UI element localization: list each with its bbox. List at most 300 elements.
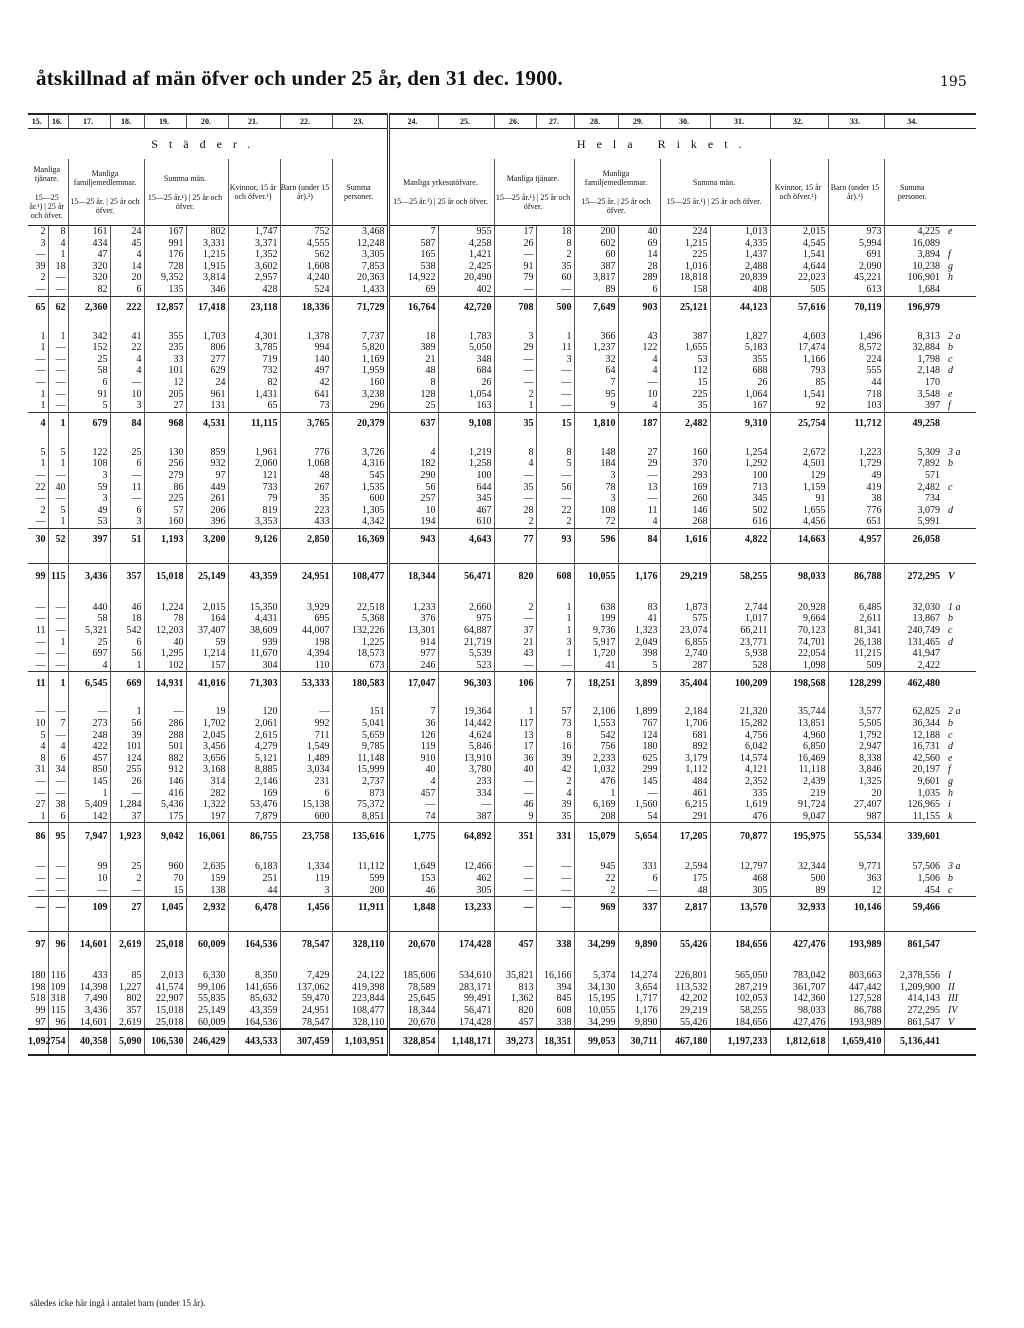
table-cell: 608 [536, 1005, 574, 1017]
header-kvinnor: Kvinnor, 15 år och öfver.¹) [228, 159, 280, 226]
table-cell: 2,817 [660, 897, 710, 920]
table-cell: 22,907 [144, 993, 186, 1005]
row-label: e [948, 226, 953, 237]
table-cell: — [438, 799, 494, 811]
row-label: k [948, 810, 953, 822]
table-cell: 641 [280, 389, 332, 401]
table-cell: 397 [925, 400, 940, 412]
header-riket-kvinnor: Kvinnor, 15 år och öfver.¹) [770, 159, 828, 226]
table-cell: 11,115 [228, 412, 280, 435]
table-cell: 46 [110, 602, 144, 614]
table-cell: 223 [280, 505, 332, 517]
table-cell: 2 [536, 249, 574, 261]
table-cell: 2,106 [574, 706, 618, 718]
table-cell: 56,471 [438, 1005, 494, 1017]
table-cell: 69 [388, 284, 438, 296]
table-cell: 20,670 [388, 932, 438, 959]
table-cell: 78 [144, 613, 186, 625]
table-row [28, 249, 976, 261]
table-cell: 1,541 [770, 249, 828, 261]
table-cell: 427,476 [770, 932, 828, 959]
table-cell: 11 [110, 482, 144, 494]
table-cell: 146 [144, 776, 186, 788]
table-cell: 11,148 [332, 753, 388, 765]
table-cell: 1,237 [574, 342, 618, 354]
table-cell: 169 [660, 482, 710, 494]
table-cell: 39 [28, 261, 48, 273]
row-label: I [948, 970, 952, 982]
table-cell: 18,344 [388, 563, 438, 590]
table-cell: 12 [828, 885, 884, 897]
table-cell: 145 [68, 776, 110, 788]
table-cell: 246,429 [186, 1029, 228, 1055]
table-cell: 5,321 [68, 625, 110, 637]
table-cell: 108 [574, 505, 618, 517]
table-cell: 288 [144, 730, 186, 742]
table-cell: 9,785 [332, 741, 388, 753]
table-cell: 18,344 [388, 1005, 438, 1017]
table-cell: 15 [660, 377, 710, 389]
table-cell: 7,649 [574, 296, 618, 319]
table-cell: 170 [925, 376, 940, 388]
table-cell: — [28, 354, 48, 366]
table-cell: 2,744 [710, 602, 770, 614]
table-cell: 17 [494, 741, 536, 753]
table-cell: 1,616 [660, 528, 710, 551]
table-cell: 255 [110, 764, 144, 776]
table-cell: 159 [186, 873, 228, 885]
table-cell: 820 [494, 563, 536, 590]
table-cell: 806 [186, 342, 228, 354]
table-cell: 15,079 [574, 823, 618, 850]
table-cell: 1,431 [228, 389, 280, 401]
table-cell: 644 [438, 482, 494, 494]
table-cell: 36,344 [912, 718, 940, 730]
table-cell: 38 [828, 493, 884, 505]
table-cell: 197 [186, 811, 228, 823]
table-cell: 1,017 [710, 613, 770, 625]
table-cell: 13 [618, 482, 660, 494]
table-cell: 2,660 [438, 602, 494, 614]
table-cell: 5 [618, 660, 660, 672]
table-cell: 13,867 [912, 613, 940, 625]
table-cell: 38 [48, 799, 68, 811]
row-label: b [948, 872, 953, 884]
table-row [28, 470, 976, 482]
table-cell: — [48, 389, 68, 401]
table-row [28, 447, 976, 459]
table-cell: 174,428 [438, 932, 494, 959]
table-cell: 734 [925, 493, 940, 505]
table-cell: — [618, 493, 660, 505]
table-cell: 15 [536, 412, 574, 435]
table-cell: — [494, 284, 536, 296]
table-cell: 793 [770, 365, 828, 377]
table-cell: 861,547 [884, 932, 942, 959]
table-cell: — [48, 625, 68, 637]
table-cell: 587 [388, 238, 438, 250]
table-cell: 41 [618, 613, 660, 625]
table-cell: 4,822 [710, 528, 770, 551]
table-cell: 1 [110, 660, 144, 672]
table-cell: 26 [110, 776, 144, 788]
table-cell: 174,428 [438, 1017, 494, 1030]
table-cell: 21,719 [438, 637, 494, 649]
table-row [28, 660, 976, 672]
table-cell: 5,820 [332, 342, 388, 354]
table-cell: 3 [536, 354, 574, 366]
table-cell: 1,227 [110, 982, 144, 994]
table-cell: 427,476 [770, 1017, 828, 1030]
row-label: d [948, 741, 953, 753]
table-cell: 1,334 [280, 861, 332, 873]
table-cell: 1 [48, 331, 68, 343]
table-cell: 2,090 [828, 261, 884, 273]
table-cell: 1,159 [770, 482, 828, 494]
table-cell: 37 [494, 625, 536, 637]
table-cell: 1,783 [438, 331, 494, 343]
spacer-row [28, 919, 976, 932]
table-cell: 3,602 [228, 261, 280, 273]
column-number: 16. [48, 114, 68, 129]
table-cell: 41,947 [912, 648, 940, 660]
table-cell: 86,788 [828, 1005, 884, 1017]
table-cell: 49 [68, 505, 110, 517]
table-cell: — [494, 873, 536, 885]
table-cell: 5 [536, 458, 574, 470]
table-cell: 3,894 [917, 249, 940, 261]
table-cell: — [536, 873, 574, 885]
table-cell: 24 [110, 226, 144, 238]
table-cell: 2 [28, 226, 48, 238]
table-cell: 500 [770, 873, 828, 885]
table-cell: 8 [536, 447, 574, 459]
table-cell: — [494, 885, 536, 897]
table-cell: 199 [574, 613, 618, 625]
table-cell: 376 [388, 613, 438, 625]
table-cell: 366 [574, 331, 618, 343]
table-cell: 387 [438, 811, 494, 823]
table-cell: 27 [110, 897, 144, 920]
table-row [28, 648, 976, 660]
table-cell: 89 [574, 284, 618, 296]
column-number: 27. [536, 114, 574, 129]
table-cell: 35 [536, 261, 574, 273]
table-cell: 2 [494, 516, 536, 528]
table-cell: 78,547 [280, 1017, 332, 1030]
table-row [28, 718, 976, 730]
table-cell: 7,853 [332, 261, 388, 273]
table-cell: 17,474 [770, 342, 828, 354]
table-cell: 5,183 [710, 342, 770, 354]
table-cell: 307,459 [280, 1029, 332, 1055]
table-cell: — [48, 602, 68, 614]
table-cell: 2,672 [770, 447, 828, 459]
table-cell: 20 [110, 272, 144, 284]
table-cell: 12,797 [710, 861, 770, 873]
table-cell: 167 [144, 226, 186, 238]
table-cell: 1,421 [438, 249, 494, 261]
table-cell: 45,221 [828, 272, 884, 284]
table-cell: 1,747 [228, 226, 280, 238]
table-cell: 1,827 [710, 331, 770, 343]
table-row [28, 505, 976, 517]
table-cell: 25 [68, 354, 110, 366]
table-cell: 110 [280, 660, 332, 672]
total-row [28, 296, 976, 319]
table-cell: 3 [574, 493, 618, 505]
table-cell: 11 [28, 672, 48, 695]
table-cell: 12 [144, 377, 186, 389]
table-cell: 975 [438, 613, 494, 625]
table-cell: 74 [388, 811, 438, 823]
table-cell: 29,219 [660, 563, 710, 590]
table-cell: 58,255 [710, 1005, 770, 1017]
table-cell: 433 [280, 516, 332, 528]
table-cell: 69 [618, 238, 660, 250]
table-cell: 679 [68, 412, 110, 435]
table-cell: 9 [574, 400, 618, 412]
table-cell: 9,664 [770, 613, 828, 625]
table-cell: 713 [710, 482, 770, 494]
table-cell: 1,362 [494, 993, 536, 1005]
table-cell: 4 [48, 741, 68, 753]
row-label: h [948, 272, 953, 284]
table-cell: — [48, 470, 68, 482]
table-cell: 235 [144, 342, 186, 354]
table-cell: 30,711 [618, 1029, 660, 1055]
table-cell: 3,656 [186, 753, 228, 765]
table-cell: 194 [388, 516, 438, 528]
row-label: 2 a [948, 330, 961, 342]
table-cell: 850 [68, 764, 110, 776]
table-cell: 64 [574, 365, 618, 377]
row-label [942, 284, 976, 296]
table-cell: 2 [494, 389, 536, 401]
table-cell: 638 [574, 602, 618, 614]
table-cell: 7,892 [917, 458, 940, 470]
table-cell: 25,149 [186, 563, 228, 590]
total-row [28, 823, 976, 850]
table-cell: 40 [494, 764, 536, 776]
table-cell: 175 [144, 811, 186, 823]
table-cell: 555 [828, 365, 884, 377]
table-cell: 14,922 [388, 272, 438, 284]
table-cell: 4 [494, 458, 536, 470]
total-row [28, 1029, 976, 1055]
table-cell: 2,439 [770, 776, 828, 788]
table-cell: 41 [574, 660, 618, 672]
table-row [28, 493, 976, 505]
table-cell: 6 [68, 377, 110, 389]
table-row [28, 1005, 976, 1017]
table-cell: 397 [68, 528, 110, 551]
spacer-row [28, 590, 976, 602]
table-cell: 711 [280, 730, 332, 742]
table-cell: 2,015 [186, 602, 228, 614]
table-cell: 13,851 [770, 718, 828, 730]
table-cell: 43 [494, 648, 536, 660]
table-row [28, 482, 976, 494]
table-cell: 219 [770, 788, 828, 800]
table-cell: 3,305 [332, 249, 388, 261]
table-cell: 969 [574, 897, 618, 920]
group-stader: Städer. [28, 129, 388, 160]
table-cell: 100 [438, 470, 494, 482]
table-cell: 44,007 [280, 625, 332, 637]
table-row [28, 993, 976, 1005]
row-label: i [948, 799, 951, 811]
table-row [28, 458, 976, 470]
table-cell: 1,703 [186, 331, 228, 343]
table-cell: 193,989 [828, 1017, 884, 1030]
column-number: 33. [828, 114, 884, 129]
table-cell: — [28, 516, 48, 528]
table-row [28, 613, 976, 625]
table-cell: 719 [228, 354, 280, 366]
table-cell: 42,720 [438, 296, 494, 319]
table-cell: 500 [536, 296, 574, 319]
table-cell: 629 [186, 365, 228, 377]
table-cell: 2 [28, 505, 48, 517]
spacer-row [28, 694, 976, 706]
table-cell: — [28, 493, 48, 505]
table-cell: 7 [574, 377, 618, 389]
table-cell: 10,055 [574, 563, 618, 590]
table-cell: 8,313 [917, 330, 940, 342]
table-cell: 40 [618, 226, 660, 238]
table-cell: 732 [228, 365, 280, 377]
table-cell: — [28, 648, 48, 660]
table-cell: 596 [574, 528, 618, 551]
table-cell: 338 [536, 1017, 574, 1030]
table-cell: 2,611 [828, 613, 884, 625]
row-label [942, 377, 976, 389]
table-cell: 389 [388, 342, 438, 354]
column-number: 17. [68, 114, 110, 129]
table-cell: 200 [332, 885, 388, 897]
table-cell: 23,771 [710, 637, 770, 649]
table-cell: 85 [110, 970, 144, 982]
table-cell: 3 [574, 470, 618, 482]
table-cell: 1,729 [828, 458, 884, 470]
table-cell: 53 [68, 516, 110, 528]
table-cell: 1 [494, 400, 536, 412]
table-cell: 30 [28, 528, 48, 551]
table-cell: — [494, 861, 536, 873]
row-label: f [948, 764, 951, 776]
table-cell: 1,112 [660, 764, 710, 776]
table-cell: 193,989 [828, 932, 884, 959]
table-cell: 17 [494, 226, 536, 238]
table-cell: 20,670 [388, 1017, 438, 1030]
table-cell: 4,545 [770, 238, 828, 250]
table-cell: 24 [186, 377, 228, 389]
table-cell: 691 [828, 249, 884, 261]
table-cell: 3,200 [186, 528, 228, 551]
table-cell: 328,110 [332, 932, 388, 959]
table-cell: 6,850 [770, 741, 828, 753]
table-cell: 1,706 [660, 718, 710, 730]
table-cell: 320 [68, 261, 110, 273]
row-label: d [948, 504, 953, 516]
table-cell: 3,846 [828, 764, 884, 776]
table-cell: 910 [388, 753, 438, 765]
table-cell: 257 [388, 493, 438, 505]
table-cell: 31 [28, 764, 48, 776]
table-cell: 14,663 [770, 528, 828, 551]
table-cell: 1 [68, 788, 110, 800]
table-cell: 1,717 [618, 993, 660, 1005]
row-label: b [948, 718, 953, 730]
table-cell: 328,110 [332, 1017, 388, 1030]
table-cell: 4,394 [280, 648, 332, 660]
table-cell: 268 [660, 516, 710, 528]
table-cell: 17,418 [186, 296, 228, 319]
table-cell: 1 [48, 637, 68, 649]
table-cell: 1,553 [574, 718, 618, 730]
table-cell: 9,890 [618, 1017, 660, 1030]
table-cell: 223,844 [332, 993, 388, 1005]
table-cell: 3,179 [660, 753, 710, 765]
table-cell: 1,496 [828, 331, 884, 343]
table-cell: 246 [388, 660, 438, 672]
table-cell: 142 [68, 811, 110, 823]
table-cell: 13 [494, 730, 536, 742]
table-cell: — [48, 706, 68, 718]
table-cell: — [28, 602, 48, 614]
table-cell: 260 [660, 493, 710, 505]
table-cell: 728 [144, 261, 186, 273]
table-cell: 3 [536, 637, 574, 649]
table-cell: 3,436 [68, 563, 110, 590]
table-cell: 5,991 [917, 516, 940, 528]
table-cell: 71,729 [332, 296, 388, 319]
table-cell: 108 [68, 458, 110, 470]
table-cell: 2 [536, 516, 574, 528]
row-label: 3 a [948, 446, 961, 458]
row-label [942, 648, 976, 660]
table-cell: 26 [710, 377, 770, 389]
table-cell: 575 [660, 613, 710, 625]
table-cell: 279 [144, 470, 186, 482]
table-cell: 58,255 [710, 563, 770, 590]
table-cell: 126 [388, 730, 438, 742]
table-cell: 3 [68, 470, 110, 482]
table-cell: 176 [144, 249, 186, 261]
table-cell: 55,835 [186, 993, 228, 1005]
table-row [28, 873, 976, 885]
table-cell: 4,644 [770, 261, 828, 273]
table-cell: 15,999 [332, 764, 388, 776]
table-cell: — [68, 885, 110, 897]
table-cell: 776 [828, 505, 884, 517]
row-label [942, 672, 976, 695]
row-label [942, 823, 976, 850]
table-cell: 83 [618, 602, 660, 614]
table-cell: 1 [536, 625, 574, 637]
table-cell: 1,197,233 [710, 1029, 770, 1055]
row-label: d [948, 365, 953, 377]
table-cell: 48 [388, 365, 438, 377]
table-cell: 345 [710, 493, 770, 505]
table-cell: 1 [28, 811, 48, 823]
table-cell: 8,851 [332, 811, 388, 823]
table-cell: 4 [110, 365, 144, 377]
table-cell: 5 [48, 505, 68, 517]
table-cell: 314 [186, 776, 228, 788]
table-cell: 109 [48, 982, 68, 994]
